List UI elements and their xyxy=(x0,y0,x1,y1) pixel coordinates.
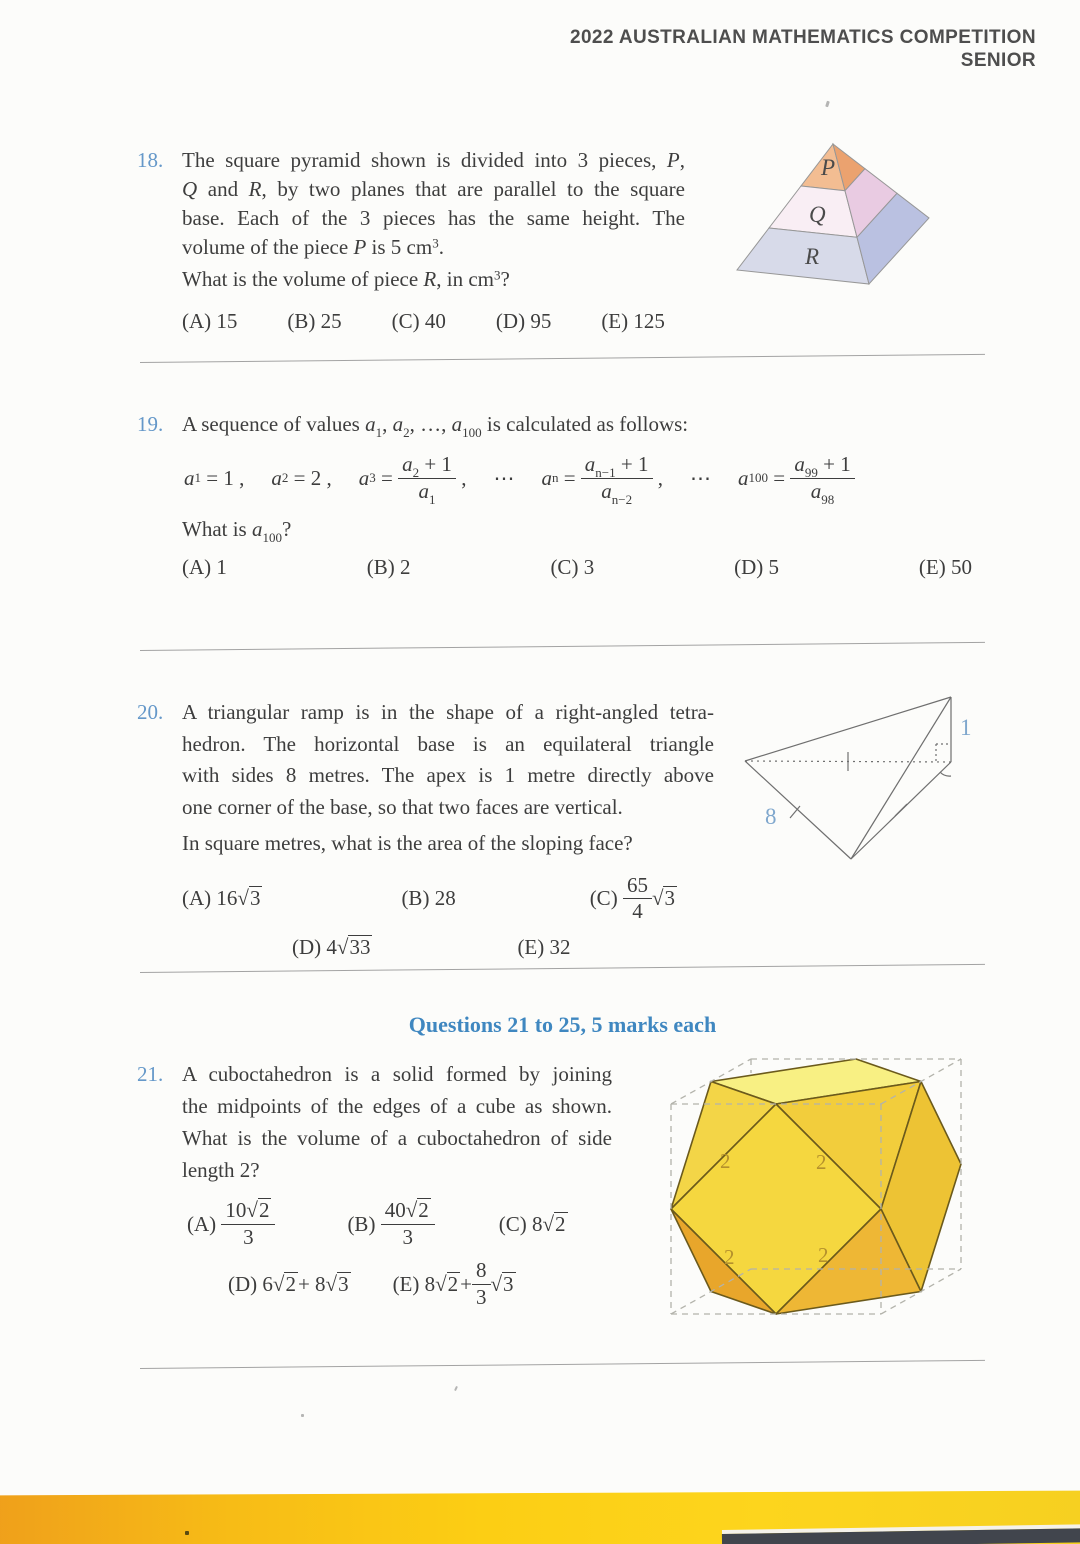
question-20 xyxy=(137,697,714,963)
option-d: (D) 5 xyxy=(734,555,779,580)
question-line: What is the volume of a cuboctahedron of side xyxy=(182,1126,612,1150)
question-line: hedron. The horizontal base is an equilateral triangle xyxy=(182,731,714,756)
question-line: A triangular ramp is in the shape of a right-angled tetra- xyxy=(182,700,714,724)
question-19 xyxy=(137,410,982,582)
question-prompt: In square metres, what is the area of the sloping face? xyxy=(182,831,633,855)
question-line: A sequence of values $a_1$, $a_2$, …, $a_{100}$ is calculated as follows: xyxy=(182,412,689,440)
scan-speck xyxy=(454,1386,458,1391)
ellipsis: ⋯ xyxy=(690,465,711,490)
option-e: (E) 32 xyxy=(517,934,571,959)
question-line: A cuboctahedron is a solid formed by joining xyxy=(182,1062,612,1086)
question-number: 18. xyxy=(137,148,164,172)
piece-r-label: R xyxy=(805,244,820,269)
option-c: (C) 3 xyxy=(550,555,595,580)
scan-speck xyxy=(301,1414,304,1417)
option-a: (A) $\frac{10√2}{3}$ xyxy=(187,1198,275,1249)
separator xyxy=(140,964,985,973)
competition-level: SENIOR xyxy=(960,50,1036,71)
question-line: base. Each of the 3 pieces has the same height. The xyxy=(182,206,685,230)
scan-speck xyxy=(185,1531,189,1535)
base-length-label: 8 xyxy=(765,804,777,829)
question-number: 21. xyxy=(137,1062,164,1086)
question-prompt: What is the volume of piece R, in $cm^3$? xyxy=(182,267,510,291)
option-e: (E) 8 √2 + $\frac{8}{3}$ √3 xyxy=(392,1258,514,1309)
section-heading: Questions 21 to 25, 5 marks each xyxy=(408,1012,717,1037)
option-b: (B) 2 xyxy=(366,555,411,580)
option-b: (B) 25 xyxy=(287,309,342,333)
option-b: (B) 28 xyxy=(401,885,456,910)
question-18 xyxy=(137,146,685,336)
options-row xyxy=(182,553,972,582)
option-a: (A) 15 xyxy=(182,309,238,333)
scan-speck xyxy=(825,101,830,108)
edge-length-label: 2 xyxy=(816,1150,827,1174)
question-line: length 2? xyxy=(182,1158,260,1182)
option-c: (C) $\frac{65}{4}$ √3 xyxy=(589,872,675,924)
separator xyxy=(140,1360,985,1369)
separator xyxy=(140,354,985,363)
question-prompt: What is $a_{100}$? xyxy=(182,517,292,545)
option-a: (A) 16 √3 xyxy=(182,885,261,910)
options-row xyxy=(182,307,685,336)
question-line: volume of the piece P is 5 $cm^3$. xyxy=(182,235,444,259)
pyramid-figure xyxy=(723,126,965,294)
page-header xyxy=(570,26,1036,72)
options-row xyxy=(182,874,714,924)
option-d: (D) 4 √33 xyxy=(292,934,371,959)
competition-title: 2022 AUSTRALIAN MATHEMATICS COMPETITION xyxy=(570,27,1036,48)
question-line: the midpoints of the edges of a cube as shown. xyxy=(182,1094,612,1118)
ellipsis: ⋯ xyxy=(493,465,515,490)
height-label: 1 xyxy=(960,715,972,740)
edge-length-label: 2 xyxy=(720,1149,731,1173)
options-row xyxy=(182,1259,612,1309)
options-row xyxy=(182,1198,612,1249)
edge-length-label: 2 xyxy=(818,1243,829,1267)
tetrahedron-figure xyxy=(733,682,978,868)
question-line: with sides 8 metres. The apex is 1 metre directly above xyxy=(182,763,714,787)
piece-q-label: Q xyxy=(809,202,826,227)
option-c: (C) 8 √2 xyxy=(498,1211,566,1236)
options-row xyxy=(182,932,714,964)
option-c: (C) 40 xyxy=(391,309,446,333)
question-number: 19. xyxy=(137,412,164,436)
option-a: (A) 1 xyxy=(182,555,227,580)
cuboctahedron-figure xyxy=(654,1042,976,1320)
option-d: (D) 95 xyxy=(495,309,552,333)
option-d: (D) 6 √2 + 8 √3 xyxy=(228,1272,349,1297)
question-21 xyxy=(137,1058,612,1309)
question-line: Q and R, by two planes that are parallel to the square xyxy=(182,177,685,201)
option-e: (E) 50 xyxy=(918,555,972,580)
option-e: (E) 125 xyxy=(601,309,665,333)
separator xyxy=(140,642,985,651)
question-number: 20. xyxy=(137,700,164,724)
question-line: The square pyramid shown is divided into 3 pieces, P, xyxy=(182,148,685,172)
piece-p-label: P xyxy=(821,155,836,180)
option-b: (B) $\frac{40√2}{3}$ xyxy=(347,1198,434,1249)
sequence-formula: a 1 = 1 , a 2 = 2 , a 3 = $\frac{a_2 + 1}{a_1}$ , ⋯ a n = $\frac{a_{n-1} + 1}{a_{n-2}}$ , ⋯ a 100 = $\frac{a_{99} + 1}{a_{98}}$ xyxy=(184,453,982,503)
edge-length-label: 2 xyxy=(724,1245,735,1269)
question-line: one corner of the base, so that two faces are vertical. xyxy=(182,794,623,819)
